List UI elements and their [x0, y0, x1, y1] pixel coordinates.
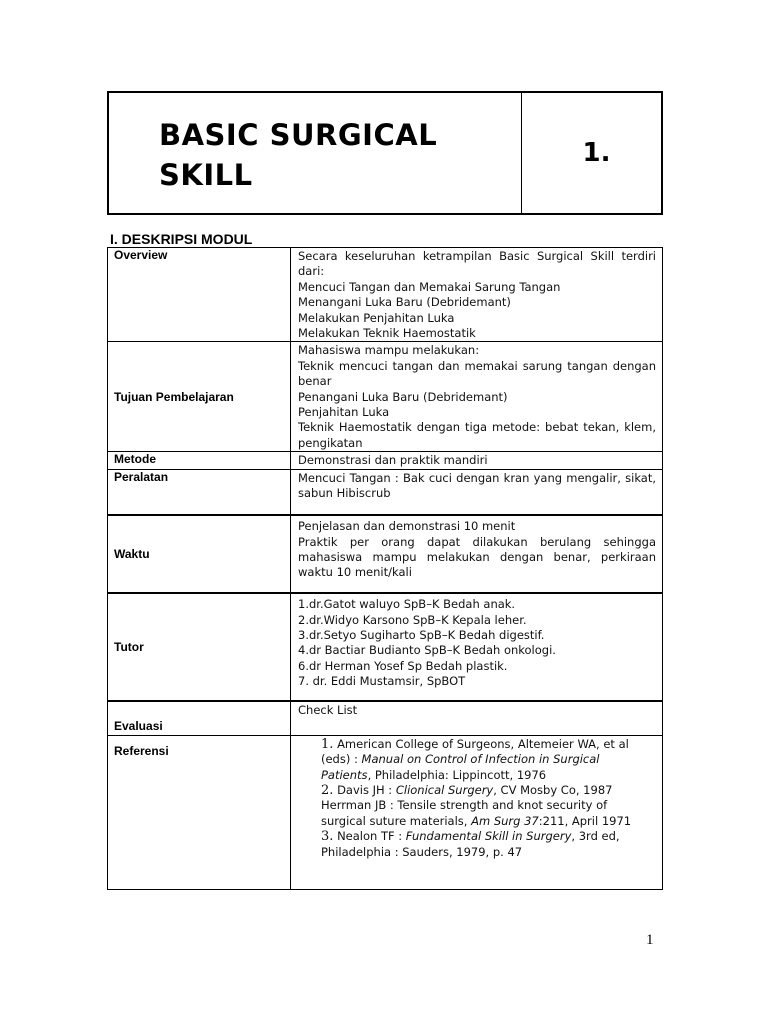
ref-text: , CV Mosby Co, 1987 — [493, 782, 613, 797]
ref-text: Herrman JB : Tensile strength and knot security of surgical suture materials, — [321, 798, 608, 828]
overview-line: Melakukan Penjahitan Luka — [298, 310, 455, 325]
ref-number: 1. — [321, 736, 334, 752]
overview-line: Mencuci Tangan dan Memakai Sarung Tangan — [298, 279, 561, 294]
value-tutor — [291, 593, 663, 701]
overview-line: Menangani Luka Baru (Debridemant) — [298, 295, 511, 310]
ref-title: Manual on Control of Infection in Surgical Patients — [321, 752, 600, 782]
section-heading: I. DESKRIPSI MODUL — [110, 231, 253, 247]
ref-text: , 3rd ed, Philadelphia : Sauders, 1979, p. 47 — [321, 829, 620, 859]
tutor-line: 2.dr.Widyo Karsono SpB–K Kepala leher. — [298, 612, 527, 627]
value-waktu — [291, 515, 663, 593]
label-tujuan: Tujuan Pembelajaran — [108, 342, 291, 452]
module-title-box — [107, 91, 663, 215]
reference-2-continued — [321, 798, 652, 829]
ref-title: Fundamental Skill in Surgery — [405, 829, 572, 844]
ref-number: 2. — [321, 782, 334, 798]
title-line-2: SKILL — [159, 158, 253, 192]
value-peralatan: Mencuci Tangan : Bak cuci dengan kran yang mengalir, sikat, sabun Hibiscrub — [291, 469, 663, 515]
row-evaluasi — [108, 701, 663, 735]
row-metode — [108, 452, 663, 469]
module-description-table — [107, 247, 663, 890]
module-title — [109, 93, 522, 213]
row-tutor — [108, 593, 663, 701]
overview-line: Melakukan Teknik Haemostatik — [298, 326, 476, 341]
waktu-line: Praktik per orang dapat dilakukan berulang sehingga mahasiswa mampu melakukan dengan benar, perkiraan waktu 10 menit/kali — [298, 534, 656, 580]
label-overview: Overview — [108, 248, 291, 342]
tutor-line: 6.dr Herman Yosef Sp Bedah plastik. — [298, 658, 508, 673]
tujuan-line: Penjahitan Luka — [298, 405, 390, 420]
overview-line: Secara keseluruhan ketrampilan Basic Surgical Skill terdiri dari: — [298, 249, 656, 279]
row-overview — [108, 248, 663, 342]
label-evaluasi: Evaluasi — [108, 701, 291, 735]
page-number: 1 — [646, 932, 654, 948]
module-number: 1. — [582, 138, 611, 168]
label-waktu: Waktu — [108, 515, 291, 593]
label-tutor: Tutor — [108, 593, 291, 701]
label-referensi: Referensi — [108, 735, 291, 889]
row-waktu — [108, 515, 663, 593]
waktu-line: Penjelasan dan demonstrasi 10 menit — [298, 519, 516, 534]
tujuan-line: Teknik Haemostatik dengan tiga metode: bebat tekan, klem, pengikatan — [298, 420, 656, 450]
value-referensi — [291, 735, 663, 889]
tujuan-line: Mahasiswa mampu melakukan: — [298, 343, 480, 358]
label-peralatan: Peralatan — [108, 469, 291, 515]
row-tujuan — [108, 342, 663, 452]
ref-title: Clionical Surgery — [395, 782, 494, 797]
ref-text: :211, April 1971 — [538, 813, 632, 828]
ref-text: Nealon TF : — [337, 829, 406, 844]
value-evaluasi: Check List — [291, 701, 663, 735]
row-referensi — [108, 735, 663, 889]
tutor-line: 4.dr Bactiar Budianto SpB–K Bedah onkologi. — [298, 643, 556, 658]
ref-number: 3. — [321, 829, 334, 845]
reference-1 — [321, 737, 652, 783]
ref-text: , Philadelphia: Lippincott, 1976 — [367, 767, 547, 782]
reference-3 — [321, 829, 652, 860]
ref-text: American College of Surgeons, Altemeier WA, et al (eds) : — [321, 736, 629, 767]
tujuan-line: Teknik mencuci tangan dan memakai sarung tangan dengan benar — [298, 358, 656, 389]
label-metode: Metode — [108, 452, 291, 469]
tutor-line: 7. dr. Eddi Mustamsir, SpBOT — [298, 674, 466, 689]
value-metode: Demonstrasi dan praktik mandiri — [291, 452, 663, 469]
tutor-line: 3.dr.Setyo Sugiharto SpB–K Bedah digestif. — [298, 628, 545, 642]
value-overview — [291, 248, 663, 342]
row-peralatan — [108, 469, 663, 515]
tujuan-line: Penangani Luka Baru (Debridemant) — [298, 389, 508, 404]
title-line-1: BASIC SURGICAL — [159, 118, 438, 152]
value-tujuan — [291, 342, 663, 452]
ref-title: Am Surg 37 — [471, 813, 539, 828]
module-number-cell — [522, 93, 661, 213]
tutor-line: 1.dr.Gatot waluyo SpB–K Bedah anak. — [298, 597, 516, 612]
reference-2 — [321, 783, 652, 798]
ref-text: Davis JH : — [337, 782, 396, 797]
